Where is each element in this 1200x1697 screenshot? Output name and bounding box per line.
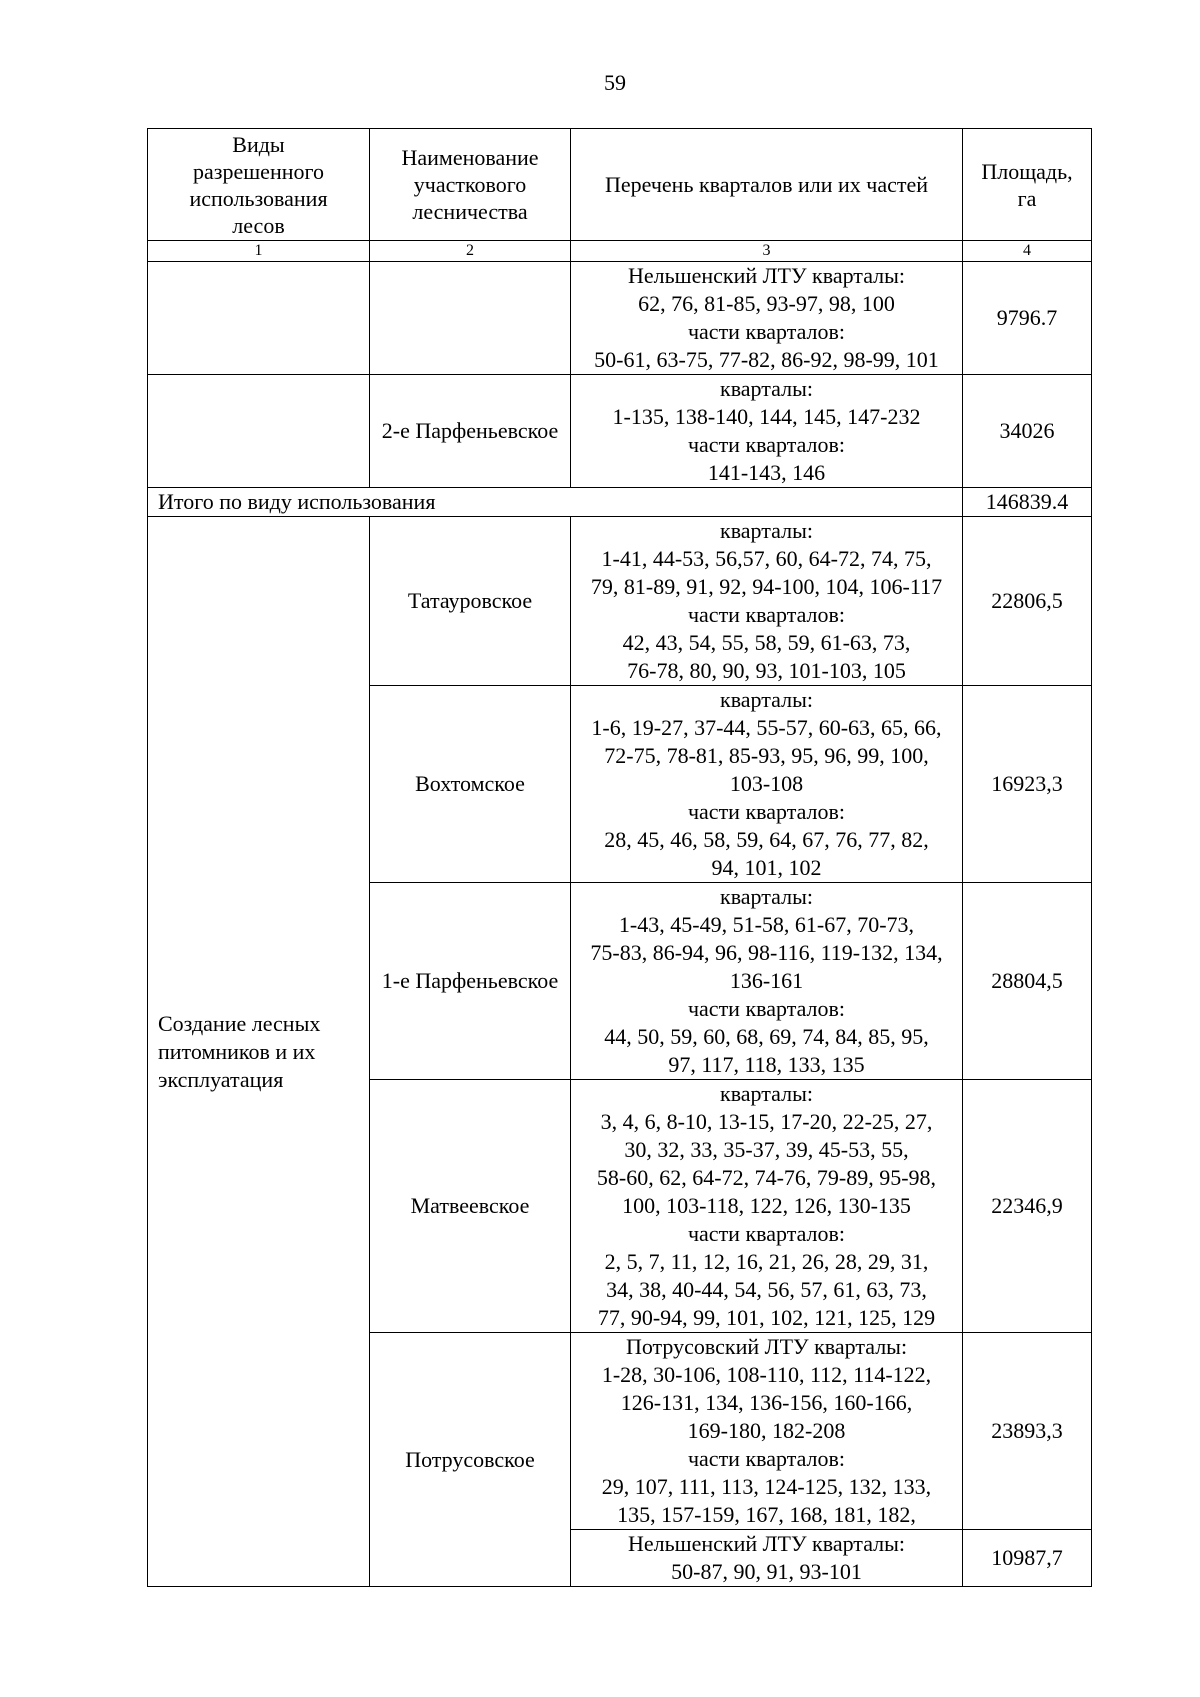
column-number-row	[148, 241, 1092, 262]
forest-use-table	[147, 128, 1092, 1587]
column-number: 4	[963, 241, 1092, 262]
table-row	[148, 375, 1092, 488]
column-number: 1	[148, 241, 370, 262]
area-cell: 22806,5	[963, 517, 1092, 686]
forestry-cell: 2-е Парфеньевское	[370, 375, 571, 488]
forestry-cell: 1-е Парфеньевское	[370, 883, 571, 1080]
area-cell: 23893,3	[963, 1333, 1092, 1530]
header-quarters-list: Перечень кварталов или их частей	[571, 129, 963, 241]
column-number: 3	[571, 241, 963, 262]
area-cell: 9796.7	[963, 262, 1092, 375]
forestry-cell: Татауровское	[370, 517, 571, 686]
page-number: 59	[604, 70, 626, 95]
forestry-cell: Вохтомское	[370, 686, 571, 883]
total-area: 146839.4	[963, 488, 1092, 517]
table-header-row	[148, 129, 1092, 241]
forestry-cell	[370, 262, 571, 375]
quarters-cell: кварталы: 1-41, 44-53, 56,57, 60, 64-72, 74, 75, 79, 81-89, 91, 92, 94-100, 104, 106-117 части кварталов: 42, 43, 54, 55, 58, 59, 61-63, 73, 76-78, 80, 90, 93, 101-103, 105	[571, 517, 963, 686]
area-cell: 16923,3	[963, 686, 1092, 883]
header-usage-type: Виды разрешенного использования лесов	[148, 129, 370, 241]
forestry-cell: Матвеевское	[370, 1080, 571, 1333]
usage-cell	[148, 262, 370, 375]
quarters-cell: кварталы: 1-135, 138-140, 144, 145, 147-232 части кварталов: 141-143, 146	[571, 375, 963, 488]
table-row	[148, 517, 1092, 686]
quarters-cell: кварталы: 1-43, 45-49, 51-58, 61-67, 70-73, 75-83, 86-94, 96, 98-116, 119-132, 134, 136-161 части кварталов: 44, 50, 59, 60, 68, 69, 74, 84, 85, 95, 97, 117, 118, 133, 135	[571, 883, 963, 1080]
area-cell: 28804,5	[963, 883, 1092, 1080]
area-cell: 10987,7	[963, 1530, 1092, 1587]
total-label: Итого по виду использования	[148, 488, 963, 517]
quarters-cell: кварталы: 3, 4, 6, 8-10, 13-15, 17-20, 22-25, 27, 30, 32, 33, 35-37, 39, 45-53, 55, 58-60, 62, 64-72, 74-76, 79-89, 95-98, 100, 103-118, 122, 126, 130-135 части кварталов: 2, 5, 7, 11, 12, 16, 21, 26, 28, 29, 31, 34, 38, 40-44, 54, 56, 57, 61, 63, 73, 77, 90-94, 99, 101, 102, 121, 125, 129	[571, 1080, 963, 1333]
quarters-cell: кварталы: 1-6, 19-27, 37-44, 55-57, 60-63, 65, 66, 72-75, 78-81, 85-93, 95, 96, 99, 100, 103-108 части кварталов: 28, 45, 46, 58, 59, 64, 67, 76, 77, 82, 94, 101, 102	[571, 686, 963, 883]
usage-cell	[148, 375, 370, 488]
header-area: Площадь, га	[963, 129, 1092, 241]
quarters-cell: Нельшенский ЛТУ кварталы: 62, 76, 81-85, 93-97, 98, 100 части кварталов: 50-61, 63-75, 77-82, 86-92, 98-99, 101	[571, 262, 963, 375]
area-cell: 22346,9	[963, 1080, 1092, 1333]
column-number: 2	[370, 241, 571, 262]
forestry-cell: Потрусовское	[370, 1333, 571, 1587]
usage-cell: Создание лесных питомников и их эксплуатация	[148, 517, 370, 1587]
quarters-cell: Потрусовский ЛТУ кварталы: 1-28, 30-106, 108-110, 112, 114-122, 126-131, 134, 136-156, 160-166, 169-180, 182-208 части кварталов: 29, 107, 111, 113, 124-125, 132, 133, 135, 157-159, 167, 168, 181, 182,	[571, 1333, 963, 1530]
header-forestry-name: Наименование участкового лесничества	[370, 129, 571, 241]
area-cell: 34026	[963, 375, 1092, 488]
total-row	[148, 488, 1092, 517]
quarters-cell: Нельшенский ЛТУ кварталы: 50-87, 90, 91, 93-101	[571, 1530, 963, 1587]
table-row	[148, 262, 1092, 375]
